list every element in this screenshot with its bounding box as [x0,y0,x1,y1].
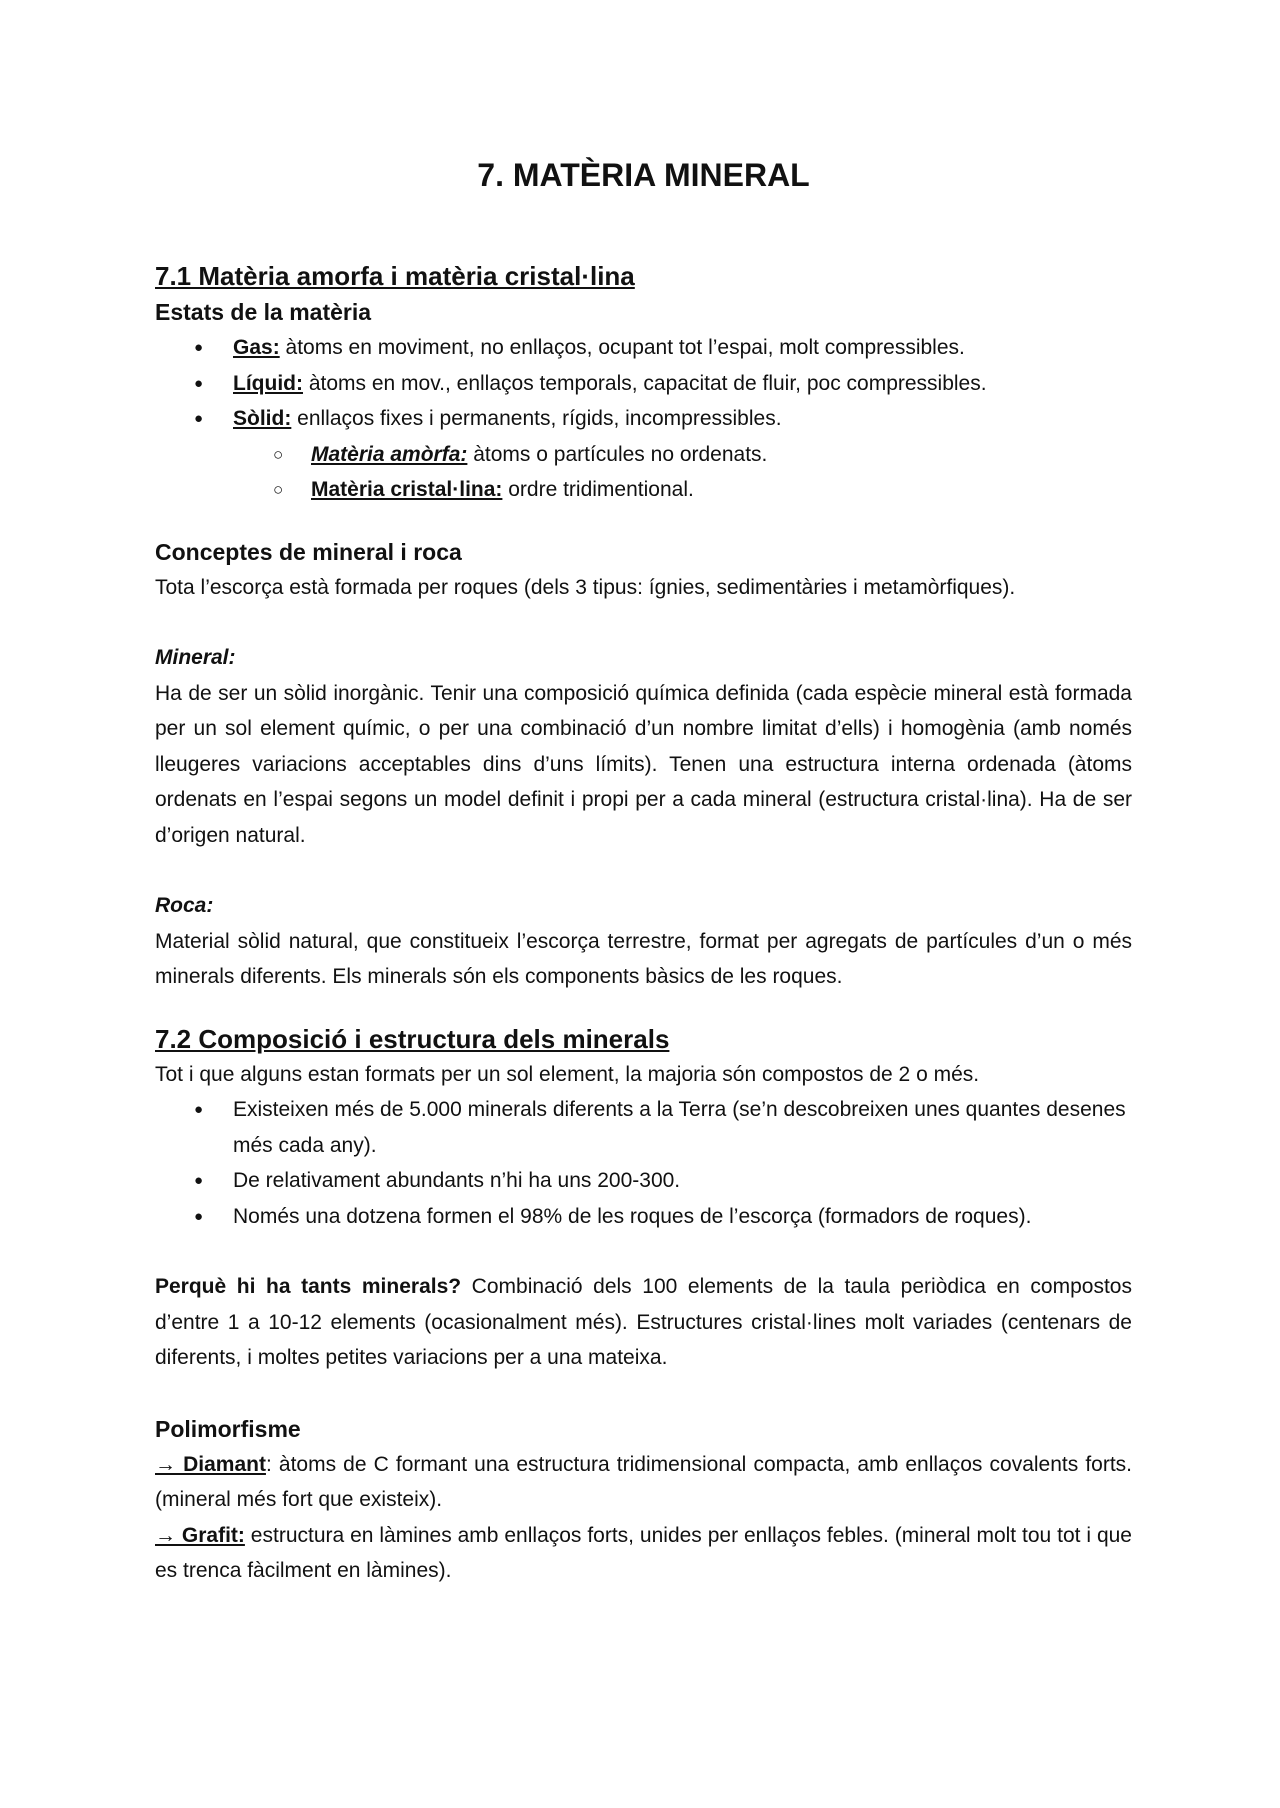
item-text: àtoms o partícules no ordenats. [467,442,768,466]
solid-sublist [233,437,1132,508]
roca-label: Roca: [155,894,214,918]
document-title: 7. MATÈRIA MINERAL [477,157,810,193]
list-item [311,472,1132,508]
conceptes-text: Tota l’escorça està formada per roques (dels 3 tipus: ígnies, sedimentàries i metamòrfiques). [155,575,1016,599]
section-7-1-heading: 7.1 Matèria amorfa i matèria cristal·lina [155,261,635,292]
list-item: ● Només una dotzena formen el 98% de les roques de l’escorça (formadors de roques). [233,1199,1132,1235]
list-item: ● Existeixen més de 5.000 minerals diferents a la Terra (se’n descobreixen unes quantes desenes més cada any). [233,1092,1132,1163]
list-item: ● De relativament abundants n’hi ha uns 200-300. [233,1163,1132,1199]
section-7-2-heading: 7.2 Composició i estructura dels minerals [155,1023,670,1054]
estats-list [155,330,1132,508]
item-text: àtoms en mov., enllaços temporals, capacitat de fluir, poc compressibles. [302,371,987,395]
term-liquid: Líquid: [233,371,303,395]
list-item [233,401,1132,508]
minerals-list [155,1092,1132,1234]
diamant-paragraph [155,1447,1132,1518]
grafit-text: estructura en làmines amb enllaços forts, unides per enllaços febles. (mineral molt tou tot i que es trenca fàcilment en làmines). [155,1523,1132,1583]
term-solid: Sòlid: [233,407,292,431]
perque-text: Combinació dels 100 elements de la taula periòdica en compostos d’entre 1 a 10-12 elements (ocasionalment més). Estructures cristal·lines molt variades (centenars de diferents, i moltes petites variacions per a una mateixa. [155,1275,1132,1370]
item-text: àtoms en moviment, no enllaços, ocupant tot l’espai, molt compressibles. [279,336,965,360]
term-materia-amorfa: Matèria amòrfa: [311,442,468,466]
term-materia-cristallina: Matèria cristal·lina: [311,478,503,502]
roca-text: Material sòlid natural, que constitueix l’escorça terrestre, format per agregats de partícules d’un o més minerals diferents. Els minerals són els components bàsics de les roques. [155,929,1132,989]
conceptes-heading: Conceptes de mineral i roca [155,538,462,565]
section-7-2-intro: Tot i que alguns estan formats per un sol element, la majoria són compostos de 2 o més. [155,1062,980,1086]
grafit-term: → Grafit: [155,1523,245,1547]
mineral-text: Ha de ser un sòlid inorgànic. Tenir una composició química definida (cada espècie mineral està formada per un sol element químic, o per una combinació d’un nombre limitat d’ells) i homogènia (amb només lleugeres variacions acceptables dins d’uns límits). Tenen una estructura interna ordenada (àtoms ordenats en l’espai segons un model definit i propi per a cada mineral (estructura cristal·lina). Ha de ser d’origen natural. [155,681,1132,847]
perque-paragraph [155,1269,1132,1376]
section-7-2 [155,1021,1132,1589]
polimorfisme-heading: Polimorfisme [155,1415,301,1442]
section-7-1 [155,258,1132,995]
item-text: enllaços fixes i permanents, rígids, incompressibles. [291,407,782,431]
list-item [233,330,1132,366]
perque-lead: Perquè hi ha tants minerals? [155,1275,462,1299]
diamant-term: → Diamant [155,1452,266,1476]
term-gas: Gas: [233,336,280,360]
list-item [311,437,1132,473]
list-item [233,366,1132,402]
item-text: ordre tridimentional. [502,478,694,502]
estats-heading: Estats de la matèria [155,299,372,326]
grafit-paragraph [155,1518,1132,1589]
mineral-label: Mineral: [155,646,236,670]
diamant-text: : àtoms de C formant una estructura tridimensional compacta, amb enllaços covalents forts. (mineral més fort que existeix). [155,1452,1133,1512]
